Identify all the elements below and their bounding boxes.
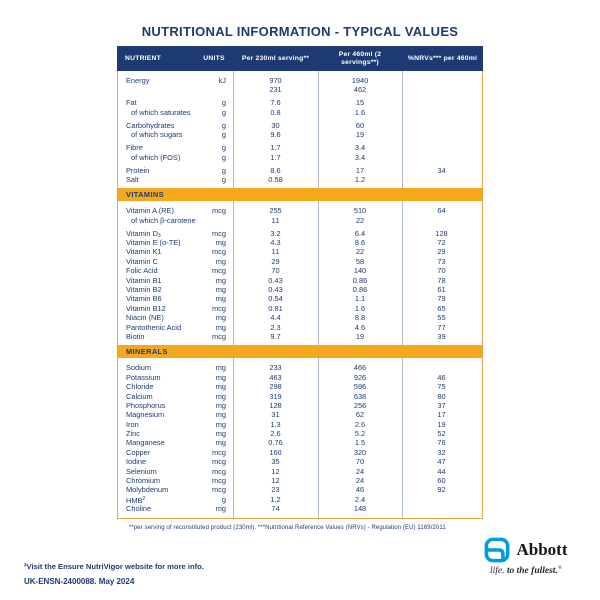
table-row: [118, 363, 482, 372]
per-460ml-value: 60: [355, 120, 365, 130]
nrv-value: [402, 216, 481, 225]
nrv-value: 47: [437, 457, 446, 467]
per-230ml-value: 298: [269, 382, 282, 392]
table-row: [118, 332, 482, 341]
column-separator: [402, 71, 403, 188]
per-230ml-value: 11: [271, 247, 280, 257]
nrv-value: 92: [437, 485, 446, 495]
per-230ml-value: 0.81: [268, 303, 283, 313]
table-row: [118, 323, 482, 332]
per-460ml-value: 1.6: [354, 303, 366, 313]
column-header-nutrient: NUTRIENT: [125, 54, 161, 62]
table-row: [118, 392, 482, 401]
nutrient-label: Salt: [126, 174, 139, 184]
per-230ml-value: 1.7: [270, 152, 281, 162]
unit-value: g: [221, 174, 226, 184]
nrv-value: 52: [437, 429, 446, 439]
per-230ml-value: 0.54: [268, 294, 283, 304]
unit-value: g: [221, 98, 226, 108]
nutrient-label: Zinc: [126, 429, 140, 439]
per-230ml-value: 233: [269, 363, 282, 373]
per-230ml-value: 29: [271, 256, 280, 266]
per-460ml-value: 3.4: [354, 143, 366, 153]
nrv-value: 78: [437, 275, 446, 285]
column-separator: [402, 201, 403, 345]
unit-value: mg: [215, 313, 226, 323]
nrv-value: 77: [437, 322, 446, 332]
unit-value: g: [221, 152, 226, 162]
unit-value: mg: [215, 294, 226, 304]
nutrient-label: Vitamin C: [126, 256, 158, 266]
unit-value: mcg: [212, 266, 226, 276]
nrv-value: 29: [437, 247, 446, 257]
nutrient-label: Vitamin E (α-TE): [126, 238, 181, 248]
per-230ml-value: 4.4: [270, 313, 281, 323]
per-460ml-value: 22: [355, 247, 365, 257]
table-row: [118, 448, 482, 457]
nutrient-label: Manganese: [126, 438, 165, 448]
nrv-value: 76: [437, 438, 446, 448]
column-separator: [233, 201, 234, 345]
table-footnote: **per serving of reconstituted product (230ml). ***Nutritional Reference Values (NRVs) - Regulation (EU) 1169/2011: [129, 524, 446, 531]
table-row: [118, 175, 482, 184]
unit-value: kJ: [218, 76, 226, 85]
unit-value: mg: [215, 322, 226, 332]
per-230ml-value: 970: [269, 76, 282, 85]
unit-value: [195, 85, 233, 94]
per-460ml-value: 17: [355, 165, 365, 175]
unit-value: mg: [215, 238, 226, 248]
nutrient-label: of which β-carotene: [131, 215, 196, 225]
nrv-value: 46: [437, 372, 446, 382]
per-230ml-value: 31: [271, 410, 280, 420]
nutrient-label: Carbohydrates: [126, 120, 175, 130]
nrv-value: 75: [437, 382, 446, 392]
nrv-value: 65: [437, 303, 446, 313]
per-230ml-value: 7.6: [270, 98, 281, 108]
table-row: [118, 257, 482, 266]
table-row: [118, 276, 482, 285]
unit-value: g: [221, 120, 226, 130]
unit-value: mg: [215, 419, 226, 429]
table-row: [118, 410, 482, 419]
nutrient-label: Magnesium: [126, 410, 165, 420]
nutrient-label: Sodium: [126, 363, 152, 373]
table-row: [118, 98, 482, 107]
per-460ml-value: 148: [353, 504, 367, 514]
nutrient-label: Selenium: [126, 466, 157, 476]
per-230ml-value: 1.3: [270, 419, 281, 429]
nutrient-label: Phosphorus: [126, 400, 166, 410]
per-230ml-value: 0.43: [268, 285, 283, 294]
per-230ml-value: 2.6: [270, 429, 281, 439]
nrv-value: [402, 504, 481, 513]
section-rows: [118, 358, 482, 517]
table-row: [118, 420, 482, 429]
table-row: [118, 438, 482, 447]
column-separator: [402, 358, 403, 517]
per-460ml-value: 3.4: [354, 152, 366, 162]
unit-value: mg: [215, 382, 226, 392]
table-row: [118, 401, 482, 410]
per-460ml-value: 19: [355, 331, 365, 341]
per-460ml-value: 1940: [351, 76, 369, 85]
nrv-value: 34: [437, 165, 446, 175]
per-230ml-value: 74: [271, 504, 280, 514]
per-460ml-value: 510: [353, 206, 367, 216]
per-230ml-value: 9.7: [270, 331, 281, 341]
nutrient-label: Potassium: [126, 372, 161, 382]
per-460ml-value: 320: [353, 447, 367, 457]
per-230ml-value: 9.6: [270, 130, 281, 140]
abbott-logo: [474, 537, 578, 576]
unit-value: g: [221, 107, 226, 117]
table-row: [118, 166, 482, 175]
table-row: [118, 304, 482, 313]
per-230ml-value: 12: [271, 476, 280, 486]
per-230ml-value: 255: [269, 206, 282, 216]
per-460ml-value: 1.2: [354, 174, 366, 184]
table-row: [118, 130, 482, 139]
unit-value: mcg: [212, 466, 226, 476]
table-row: [118, 313, 482, 322]
table-row: [118, 504, 482, 513]
footer-block: [24, 562, 204, 586]
nrv-value: 37: [437, 400, 446, 410]
nutrient-label: Biotin: [126, 331, 145, 341]
nutrient-label: of which (FOS): [131, 152, 181, 162]
unit-value: g: [221, 165, 226, 175]
per-460ml-value: 2.4: [354, 494, 366, 504]
nutrient-label: Vitamin B6: [126, 294, 162, 304]
nutrient-label: Chromium: [126, 476, 161, 486]
per-460ml-value: 638: [353, 391, 367, 401]
table-row: [118, 266, 482, 275]
per-460ml-value: 466: [353, 363, 367, 373]
table-row: [118, 429, 482, 438]
unit-value: mcg: [212, 457, 226, 467]
per-460ml-value: 8.8: [354, 313, 366, 323]
per-460ml-value: 22: [355, 215, 365, 225]
per-230ml-value: 319: [269, 391, 282, 401]
nrv-value: 55: [437, 313, 446, 323]
nrv-value: 72: [437, 238, 446, 248]
nrv-value: [402, 153, 481, 162]
unit-value: mcg: [212, 228, 226, 238]
table-row: [118, 216, 482, 225]
unit-value: mcg: [212, 331, 226, 341]
per-460ml-value: 462: [353, 85, 367, 95]
unit-value: g: [221, 494, 226, 504]
column-separator: [318, 358, 319, 517]
nrv-value: [402, 76, 481, 85]
table-row: [118, 76, 482, 85]
per-460ml-value: 19: [355, 130, 365, 140]
minerals-section-header: MINERALS: [118, 345, 482, 358]
abbott-tagline: [474, 565, 578, 576]
unit-value: mcg: [212, 447, 226, 457]
unit-value: mg: [215, 391, 226, 401]
table-row: [118, 382, 482, 391]
table-row: [118, 294, 482, 303]
per-230ml-value: 160: [269, 447, 282, 457]
table-row: [118, 153, 482, 162]
unit-value: mg: [215, 504, 226, 514]
per-460ml-value: 46: [355, 485, 365, 495]
nutrient-label: Energy: [126, 76, 150, 85]
nutrient-label: Chloride: [126, 382, 154, 392]
table-row: [118, 467, 482, 476]
nrv-value: [402, 98, 481, 107]
per-460ml-value: 1.1: [354, 294, 366, 304]
unit-value: mg: [215, 438, 226, 448]
nutrient-label: Niacin (NE): [126, 313, 164, 323]
unit-value: mg: [215, 372, 226, 382]
table-row: [118, 206, 482, 215]
nutrient-label: Fat: [126, 98, 137, 108]
document-code: UK-ENSN-2400088. May 2024: [24, 577, 135, 586]
abbott-a-icon: [484, 537, 510, 563]
table-row: [118, 457, 482, 466]
per-230ml-value: 231: [269, 85, 282, 95]
abbott-logo-row: [474, 537, 578, 563]
per-230ml-value: 35: [271, 457, 280, 467]
section-rows: [118, 71, 482, 188]
unit-value: mcg: [212, 476, 226, 486]
nutrient-label: Vitamin B2: [126, 285, 162, 294]
per-460ml-value: 8.6: [354, 238, 366, 248]
table-header-row: [117, 46, 483, 71]
nutrient-label: Vitamin B12: [126, 303, 166, 313]
per-230ml-value: 0.58: [268, 174, 283, 184]
nutrient-label: Folic Acid: [126, 266, 158, 276]
per-230ml-value: 128: [269, 400, 282, 410]
nrv-value: [402, 363, 481, 372]
per-460ml-value: 4.6: [354, 322, 366, 332]
nrv-value: 80: [437, 391, 446, 401]
unit-value: mcg: [212, 247, 226, 257]
nutrient-label: Vitamin B1: [126, 275, 162, 285]
column-header-per-230ml: Per 230ml serving**: [241, 54, 310, 62]
nrv-value: 17: [437, 410, 446, 420]
unit-value: mg: [215, 285, 226, 294]
table-row: [118, 247, 482, 256]
per-460ml-value: 58: [355, 256, 365, 266]
per-460ml-value: 0.86: [352, 275, 368, 285]
per-230ml-value: 0.76: [268, 438, 283, 448]
nrv-value: 44: [437, 466, 446, 476]
nutrient-label: of which sugars: [131, 130, 183, 140]
nrv-value: [402, 108, 481, 117]
tagline-bold: to the fullest.: [506, 566, 558, 576]
table-row: [118, 121, 482, 130]
per-230ml-value: 0.43: [268, 275, 283, 285]
nrv-value: 79: [437, 294, 446, 304]
table-row: [118, 373, 482, 382]
unit-value: mcg: [212, 303, 226, 313]
per-460ml-value: 1.5: [354, 438, 366, 448]
table-row: [118, 85, 482, 94]
per-460ml-value: 6.4: [354, 228, 366, 238]
nutrition-table: [117, 46, 483, 531]
per-460ml-value: 926: [353, 372, 367, 382]
per-230ml-value: 1.7: [270, 143, 281, 153]
table-row: [118, 108, 482, 117]
per-230ml-value: 70: [271, 266, 280, 276]
per-460ml-value: 24: [355, 466, 365, 476]
per-230ml-value: 2.3: [270, 322, 281, 332]
unit-value: mcg: [212, 485, 226, 495]
nutrient-label: Protein: [126, 165, 150, 175]
table-row: [118, 285, 482, 294]
tagline-light: life.: [489, 566, 505, 576]
table-row: [118, 485, 482, 494]
nrv-value: [402, 143, 481, 152]
per-230ml-value: 463: [269, 372, 282, 382]
column-separator: [233, 358, 234, 517]
per-230ml-value: 0.8: [270, 107, 281, 117]
per-460ml-value: 2.6: [354, 419, 366, 429]
unit-value: mg: [215, 410, 226, 420]
column-header-units: UNITS: [203, 54, 225, 62]
per-230ml-value: 12: [271, 466, 280, 476]
vitamins-section-header: VITAMINS: [118, 188, 482, 201]
column-header-per-460ml: Per 460ml (2 servings**): [338, 51, 382, 66]
table-row: [118, 229, 482, 238]
nrv-value: 128: [435, 228, 448, 238]
nrv-value: [402, 175, 481, 184]
per-230ml-value: 30: [271, 120, 280, 130]
unit-value: [195, 216, 233, 225]
table-body: [117, 71, 483, 519]
abbott-wordmark: Abbott: [516, 540, 568, 559]
per-230ml-value: 8.6: [270, 165, 281, 175]
per-460ml-value: 256: [353, 400, 367, 410]
column-header-nrv: %NRVs*** per 460ml: [407, 54, 478, 62]
nutrient-label: Copper: [126, 447, 151, 457]
nrv-value: 19: [437, 419, 446, 429]
nrv-value: 73: [437, 256, 446, 266]
table-row: [118, 143, 482, 152]
nutrient-label: Choline: [126, 504, 152, 514]
nrv-value: [402, 85, 481, 94]
per-460ml-value: 596: [353, 382, 367, 392]
per-230ml-value: 23: [271, 485, 280, 495]
column-separator: [318, 71, 319, 188]
per-460ml-value: 70: [355, 457, 365, 467]
nrv-value: 32: [437, 447, 446, 457]
per-230ml-value: 11: [271, 215, 280, 225]
unit-value: mg: [215, 400, 226, 410]
nrv-value: [402, 130, 481, 139]
nutrient-label: of which saturates: [131, 107, 191, 117]
unit-value: mg: [215, 256, 226, 266]
page-title: NUTRITIONAL INFORMATION - TYPICAL VALUES: [141, 24, 459, 39]
nutrient-label: Vitamin K1: [126, 247, 162, 257]
per-460ml-value: 62: [355, 410, 365, 420]
website-note: ²Visit the Ensure NutriVigor website for more info.: [24, 562, 204, 571]
section-rows: [118, 201, 482, 345]
per-230ml-value: 1.2: [270, 494, 281, 504]
column-separator: [318, 201, 319, 345]
unit-value: g: [221, 130, 226, 140]
unit-value: g: [221, 143, 226, 153]
nutrient-label: Molybdenum: [126, 485, 169, 495]
per-460ml-value: 5.2: [354, 429, 366, 439]
nutrient-label: Pantothenic Acid: [126, 322, 182, 332]
nrv-value: [402, 121, 481, 130]
table-row: [118, 476, 482, 485]
nutrient-label: Fibre: [126, 143, 143, 153]
per-460ml-value: 140: [353, 266, 367, 276]
per-230ml-value: 3.2: [270, 228, 281, 238]
nrv-value: 64: [437, 206, 446, 216]
nutrient-label: Calcium: [126, 391, 153, 401]
unit-value: mg: [215, 429, 226, 439]
unit-value: mg: [215, 275, 226, 285]
per-230ml-value: 4.3: [270, 238, 281, 248]
nrv-value: 60: [437, 476, 446, 486]
nrv-value: 70: [437, 266, 446, 276]
per-460ml-value: 24: [355, 476, 365, 486]
table-row: [118, 238, 482, 247]
nutrient-label: Vitamin A (RE): [126, 206, 174, 216]
unit-value: mg: [215, 363, 226, 373]
nrv-value: 39: [437, 331, 446, 341]
nutrient-label: [118, 85, 195, 94]
per-460ml-value: 1.6: [354, 107, 366, 117]
nutrient-label: Vitamin $D_3$: [126, 228, 161, 239]
nutrient-label: Iron: [126, 419, 139, 429]
per-460ml-value: 15: [355, 98, 365, 108]
nrv-value: 61: [437, 285, 446, 294]
column-separator: [233, 71, 234, 188]
per-460ml-value: 0.86: [352, 285, 368, 294]
unit-value: mcg: [212, 206, 226, 216]
registered-mark: ®: [557, 565, 562, 571]
nutrient-label: Iodine: [126, 457, 147, 467]
table-row: [118, 495, 482, 504]
nutrient-label: HMB$^2$: [126, 495, 146, 505]
